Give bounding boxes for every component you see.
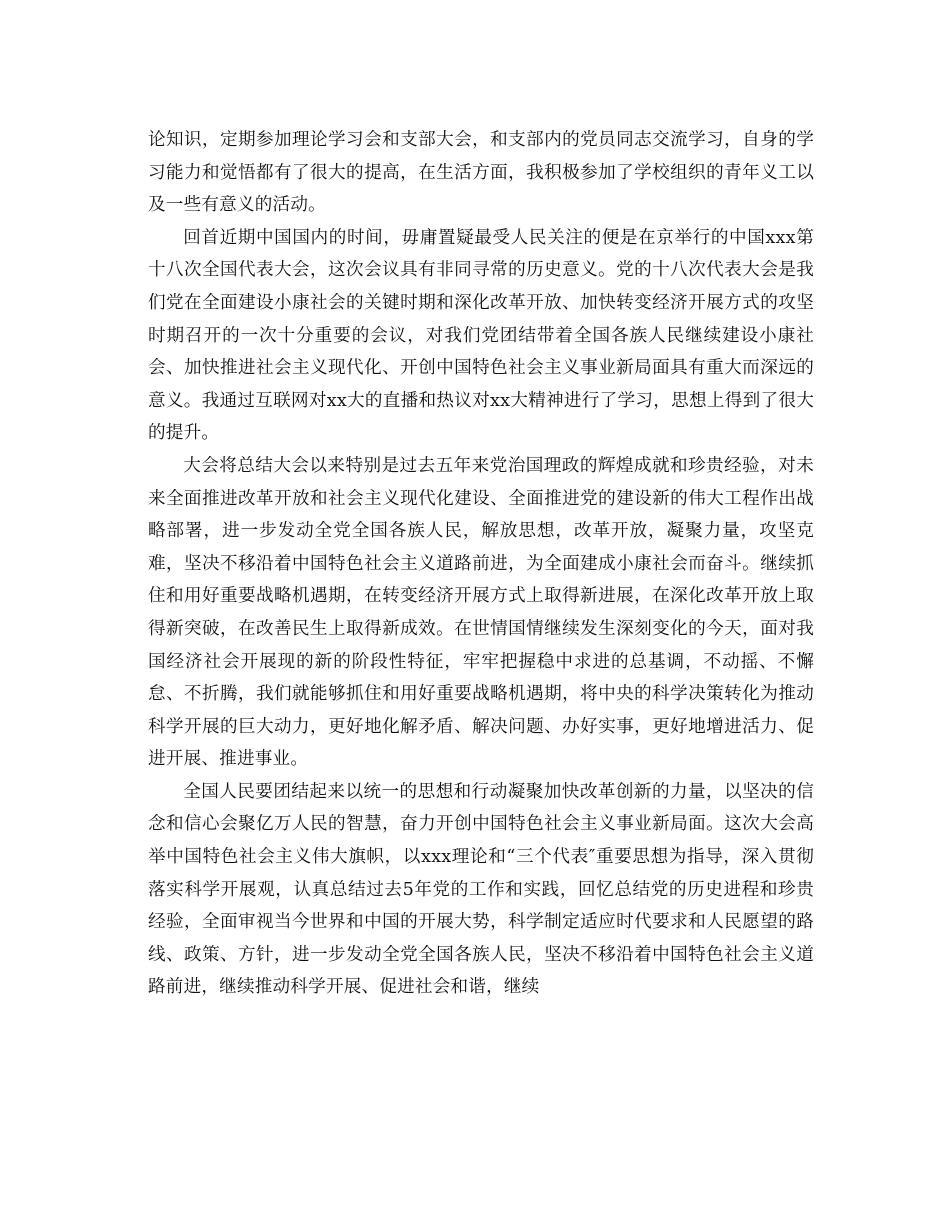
- paragraph-congress-summary: 大会将总结大会以来特别是过去五年来党治国理政的辉煌成就和珍贵经验，对未来全面推进改革开放和社会主义现代化建设、全面推进党的建设新的伟大工程作出战略部署，进一步发动全党全国各族人民，解放思想，改革开放，凝聚力量，攻坚克难，坚决不移沿着中国特色社会主义道路前进，为全面建成小康社会而奋斗。继续抓住和用好重要战略机遇期，在转变经济开展方式上取得新进展，在深化改革开放上取得新突破，在改善民生上取得新成效。在世情国情继续发生深刻变化的今天，面对我国经济社会开展现的新的阶段性特征，牢牢把握稳中求进的总基调，不动摇、不懈怠、不折腾，我们就能够抓住和用好重要战略机遇期，将中央的科学决策转化为推动科学开展的巨大动力，更好地化解矛盾、解决问题、办好实事，更好地增进活力、促进开展、推进事业。: [148, 455, 814, 770]
- paragraph-unite-people: 全国人民要团结起来以统一的思想和行动凝聚加快改革创新的力量，以坚决的信念和信心会聚亿万人民的智慧，奋力开创中国特色社会主义事业新局面。这次大会高举中国特色社会主义伟大旗帜，以xxx理论和“三个代表″重要思想为指导，深入贯彻落实科学开展观，认真总结过去5年党的工作和实践，回忆总结党的历史进程和珍贵经验，全面审视当今世界和中国的开展大势，科学制定适应时代要求和人民愿望的路线、政策、方针，进一步发动全党全国各族人民，坚决不移沿着中国特色社会主义道路前进，继续推动科学开展、促进社会和谐，继续: [148, 781, 814, 998]
- paragraph-continuation: 论知识，定期参加理论学习会和支部大会，和支部内的党员同志交流学习，自身的学习能力和觉悟都有了很大的提高，在生活方面，我积极参加了学校组织的青年义工以及一些有意义的活动。: [148, 130, 814, 216]
- paragraph-national-congress: 回首近期中国国内的时间，毋庸置疑最受人民关注的便是在京举行的中国xxx第十八次全国代表大会，这次会议具有非同寻常的历史意义。党的十八次代表大会是我们党在全面建设小康社会的关键时期和深化改革开放、加快转变经济开展方式的攻坚时期召开的一次十分重要的会议，对我们党团结带着全国各族人民继续建设小康社会、加快推进社会主义现代化、开创中国特色社会主义事业新局面具有重大而深远的意义。我通过互联网对xx大的直播和热议对xx大精神进行了学习，思想上得到了很大的提升。: [148, 227, 814, 444]
- document-body: [148, 124, 814, 1004]
